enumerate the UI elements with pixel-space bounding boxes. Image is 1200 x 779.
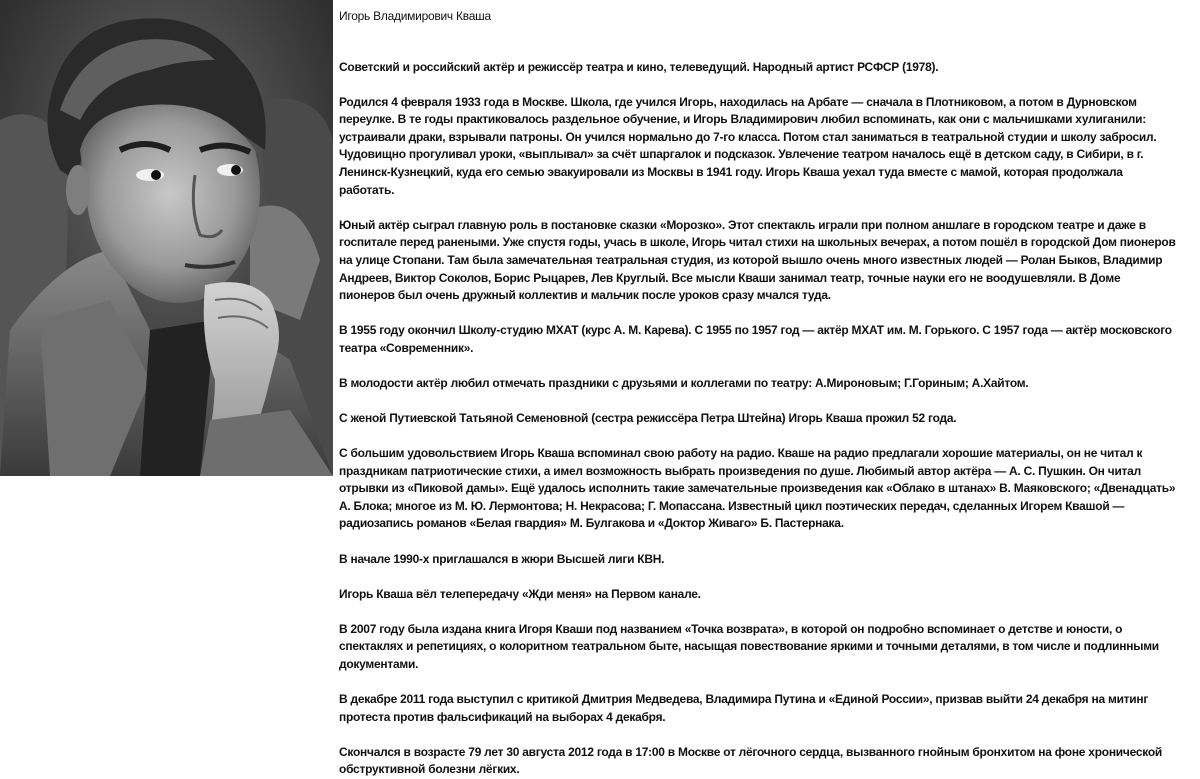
paragraph-tv-show: Игорь Кваша вёл телепередачу «Жди меня» на Первом канале. xyxy=(339,586,701,601)
paragraph-death: Скончался в возрасте 79 лет 30 августа 2012 года в 17:00 в Москве от лёгочного сердца, вызванного гнойным бронхитом на фоне хронической обструктивной болезни лёгких. xyxy=(339,744,1163,777)
paragraph-kvn: В начале 1990-х приглашался в жюри Высшей лиги КВН. xyxy=(339,551,665,566)
paragraph-childhood: Родился 4 февраля 1933 года в Москве. Школа, где учился Игорь, находилась на Арбате — сначала в Плотниковом, а потом в Дурновском переулке. В те годы практиковалось раздельное обучение, и Игорь Владимирович любил вспоминать, как они с мальчишками хулиганили: устраивали драки, взрывали патроны. Он учился нормально до 7-го класса. Потом стал заниматься в театральной студии и школу забросил. Чудовищно прогуливал уроки, «выплывал» за счёт шпаргалок и подсказок. Увлечение театром началось ещё в детском саду, в Сибири, в г. Ленинск-Кузнецкий, куда его семью эвакуировали из Москвы в 1941 году. Игорь Кваша уехал туда вместе с мамой, которая продолжала работать. xyxy=(339,94,1157,197)
paragraph-education: В 1955 году окончил Школу-студию МХАТ (курс А. М. Карева). С 1955 по 1957 год — актёр МХАТ им. М. Горького. С 1957 года — актёр московского театра «Современник». xyxy=(339,323,1172,355)
paragraph-protest: В декабре 2011 года выступил с критикой Дмитрия Медведева, Владимира Путина и «Единой России», призвав выйти 24 декабря на митинг протеста против фальсификаций на выборах 4 декабря. xyxy=(339,692,1149,724)
paragraph-young-actor: Юный актёр сыграл главную роль в постановке сказки «Морозко». Этот спектакль играли при полном аншлаге в городском театре и даже в госпитале перед ранеными. Уже спустя годы, учась в школе, Игорь читал стихи на школьных вечерах, а потом пошёл в городской Дом пионеров на улице Стопани. Там была замечательная театральная студия, из которой вышло очень много известных людей — Ролан Быков, Владимир Андреев, Виктор Соколов, Борис Рыцарев, Лев Круглый. Все мысли Кваши занимал театр, точные науки его не воодушевляли. В Доме пионеров был очень дружный коллектив и мальчик после уроков сразу мчался туда. xyxy=(339,217,1176,303)
article xyxy=(339,0,1179,779)
paragraph-intro: Советский и российский актёр и режиссёр театра и кино, телеведущий. Народный артист РСФСР (1978). xyxy=(339,59,939,74)
paragraph-book: В 2007 году была издана книга Игоря Кваши под названием «Точка возврата», в которой он подробно вспоминает о детстве и юности, о спектаклях и репетициях, о колоритном театральном быте, насыщая повествование яркими и точными деталями, в том числе и подлинными документами. xyxy=(339,621,1159,671)
portrait-illustration xyxy=(0,0,333,476)
paragraph-wife: С женой Путиевской Татьяной Семеновной (сестра режиссёра Петра Штейна) Игорь Кваша прожил 52 года. xyxy=(339,411,957,425)
article-title: Игорь Владимирович Кваша xyxy=(339,9,491,23)
paragraph-radio: С большим удовольствием Игорь Кваша вспоминал свою работу на радио. Кваше на радио предлагали хорошие материалы, он не читал к праздникам патриотические стихи, а имел возможность выбрать произведения по душе. Любимый автор актёра — А. С. Пушкин. Он читал отрывки из «Пиковой дамы». Ещё удалось исполнить такие замечательные произведения как «Облако в штанах» В. Маяковского; «Двенадцать» А. Блока; многое из М. Ю. Лермонтова; Н. Некрасова; Г. Мопассана. Известный цикл поэтических передач, сделанных Игорем Квашой — радиозапись романов «Белая гвардия» М. Булгакова и «Доктор Живаго» Б. Пастернака. xyxy=(339,446,1176,531)
portrait-photo xyxy=(0,0,333,476)
paragraph-friends: В молодости актёр любил отмечать праздники с друзьями и коллегами по театру: А.Мироновым; Г.Гориным; А.Хайтом. xyxy=(339,375,1029,390)
